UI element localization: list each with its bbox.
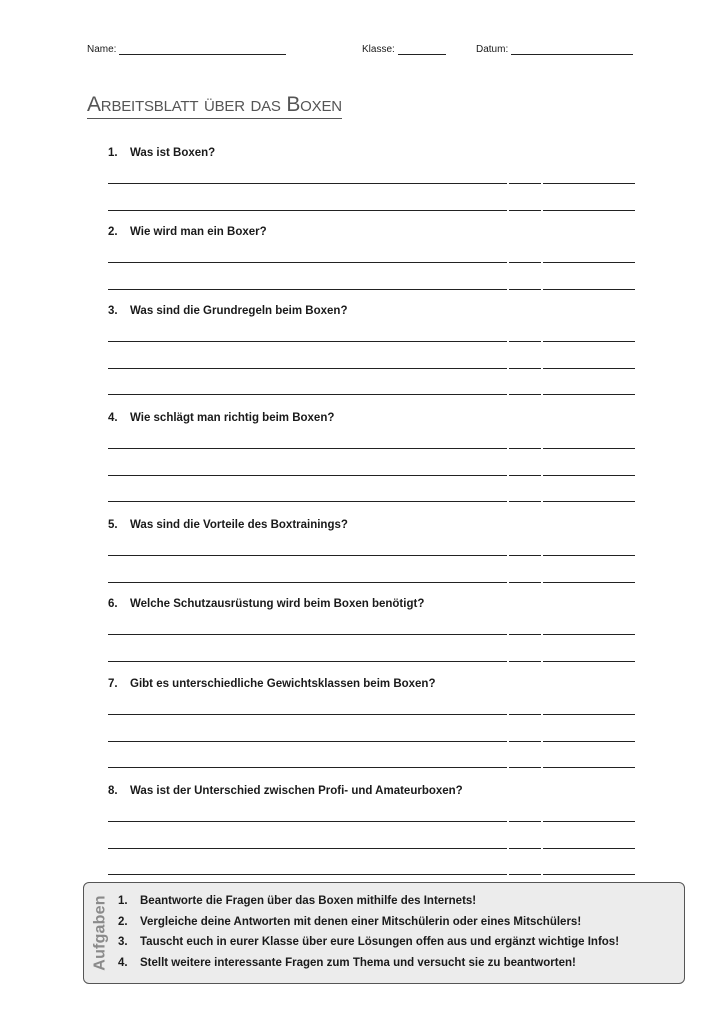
- question-number: 7.: [108, 678, 118, 690]
- question-item: [108, 597, 635, 611]
- question-number: 6.: [108, 598, 118, 610]
- tasks-label: Aufgaben: [92, 895, 109, 971]
- task-number: 4.: [118, 956, 128, 969]
- answer-line[interactable]: [108, 289, 635, 290]
- question-label: Was sind die Vorteile des Boxtrainings?: [130, 519, 348, 531]
- answer-line[interactable]: [108, 210, 635, 211]
- header-fields: [0, 44, 724, 60]
- question-number: 2.: [108, 226, 118, 238]
- answer-line[interactable]: [108, 661, 635, 662]
- answer-line[interactable]: [108, 767, 635, 768]
- question-text: [108, 597, 635, 611]
- name-field[interactable]: [87, 44, 286, 55]
- question-item: [108, 677, 635, 691]
- question-label: Wie schlägt man richtig beim Boxen?: [130, 412, 335, 424]
- answer-line[interactable]: [108, 183, 635, 184]
- tasks-label-wrap: [88, 883, 114, 983]
- answer-line[interactable]: [108, 821, 635, 822]
- answer-line[interactable]: [108, 555, 635, 556]
- answer-line[interactable]: [108, 501, 635, 502]
- tasks-box: [83, 882, 685, 984]
- question-label: Gibt es unterschiedliche Gewichtsklassen beim Boxen?: [130, 678, 436, 690]
- date-field[interactable]: [476, 44, 633, 55]
- question-item: [108, 146, 635, 160]
- answer-line[interactable]: [108, 741, 635, 742]
- question-item: [108, 225, 635, 239]
- question-number: 5.: [108, 519, 118, 531]
- class-label: Klasse:: [362, 44, 395, 55]
- date-line[interactable]: [511, 44, 633, 55]
- answer-line[interactable]: [108, 341, 635, 342]
- task-number: 2.: [118, 915, 128, 928]
- question-item: [108, 304, 635, 318]
- question-text: [108, 784, 635, 798]
- tasks-list: [118, 891, 619, 973]
- task-item: [118, 932, 619, 953]
- task-text: Stellt weitere interessante Fragen zum Thema und versucht sie zu beantworten!: [140, 956, 576, 969]
- answer-line[interactable]: [108, 714, 635, 715]
- answer-line[interactable]: [108, 475, 635, 476]
- task-text: Beantworte die Fragen über das Boxen mithilfe des Internets!: [140, 895, 477, 908]
- question-label: Was ist Boxen?: [130, 147, 216, 159]
- task-number: 3.: [118, 936, 128, 949]
- name-line[interactable]: [119, 44, 286, 55]
- question-item: [108, 518, 635, 532]
- question-number: 1.: [108, 147, 118, 159]
- question-item: [108, 411, 635, 425]
- question-text: [108, 677, 635, 691]
- question-text: [108, 225, 635, 239]
- answer-line[interactable]: [108, 848, 635, 849]
- answer-line[interactable]: [108, 262, 635, 263]
- question-text: [108, 146, 635, 160]
- task-number: 1.: [118, 895, 128, 908]
- name-label: Name:: [87, 44, 117, 55]
- question-number: 3.: [108, 305, 118, 317]
- answer-line[interactable]: [108, 634, 635, 635]
- question-label: Welche Schutzausrüstung wird beim Boxen benötigt?: [130, 598, 425, 610]
- question-number: 8.: [108, 785, 118, 797]
- task-item: [118, 912, 619, 933]
- date-label: Datum:: [476, 44, 509, 55]
- question-text: [108, 518, 635, 532]
- question-number: 4.: [108, 412, 118, 424]
- answer-line[interactable]: [108, 874, 635, 875]
- question-text: [108, 411, 635, 425]
- question-label: Was sind die Grundregeln beim Boxen?: [130, 305, 348, 317]
- question-item: [108, 784, 635, 798]
- class-field[interactable]: [362, 44, 446, 55]
- answer-line[interactable]: [108, 582, 635, 583]
- question-label: Was ist der Unterschied zwischen Profi- und Amateurboxen?: [130, 785, 463, 797]
- question-label: Wie wird man ein Boxer?: [130, 226, 267, 238]
- task-text: Tauscht euch in eurer Klasse über eure Lösungen offen aus und ergänzt wichtige Infos!: [140, 936, 620, 949]
- task-item: [118, 891, 619, 912]
- answer-line[interactable]: [108, 394, 635, 395]
- task-text: Vergleiche deine Antworten mit denen einer Mitschülerin oder eines Mitschülers!: [140, 915, 582, 928]
- answer-line[interactable]: [108, 368, 635, 369]
- answer-line[interactable]: [108, 448, 635, 449]
- question-text: [108, 304, 635, 318]
- task-item: [118, 953, 619, 974]
- page-title: Arbeitsblatt über das Boxen: [87, 92, 342, 119]
- class-line[interactable]: [398, 44, 446, 55]
